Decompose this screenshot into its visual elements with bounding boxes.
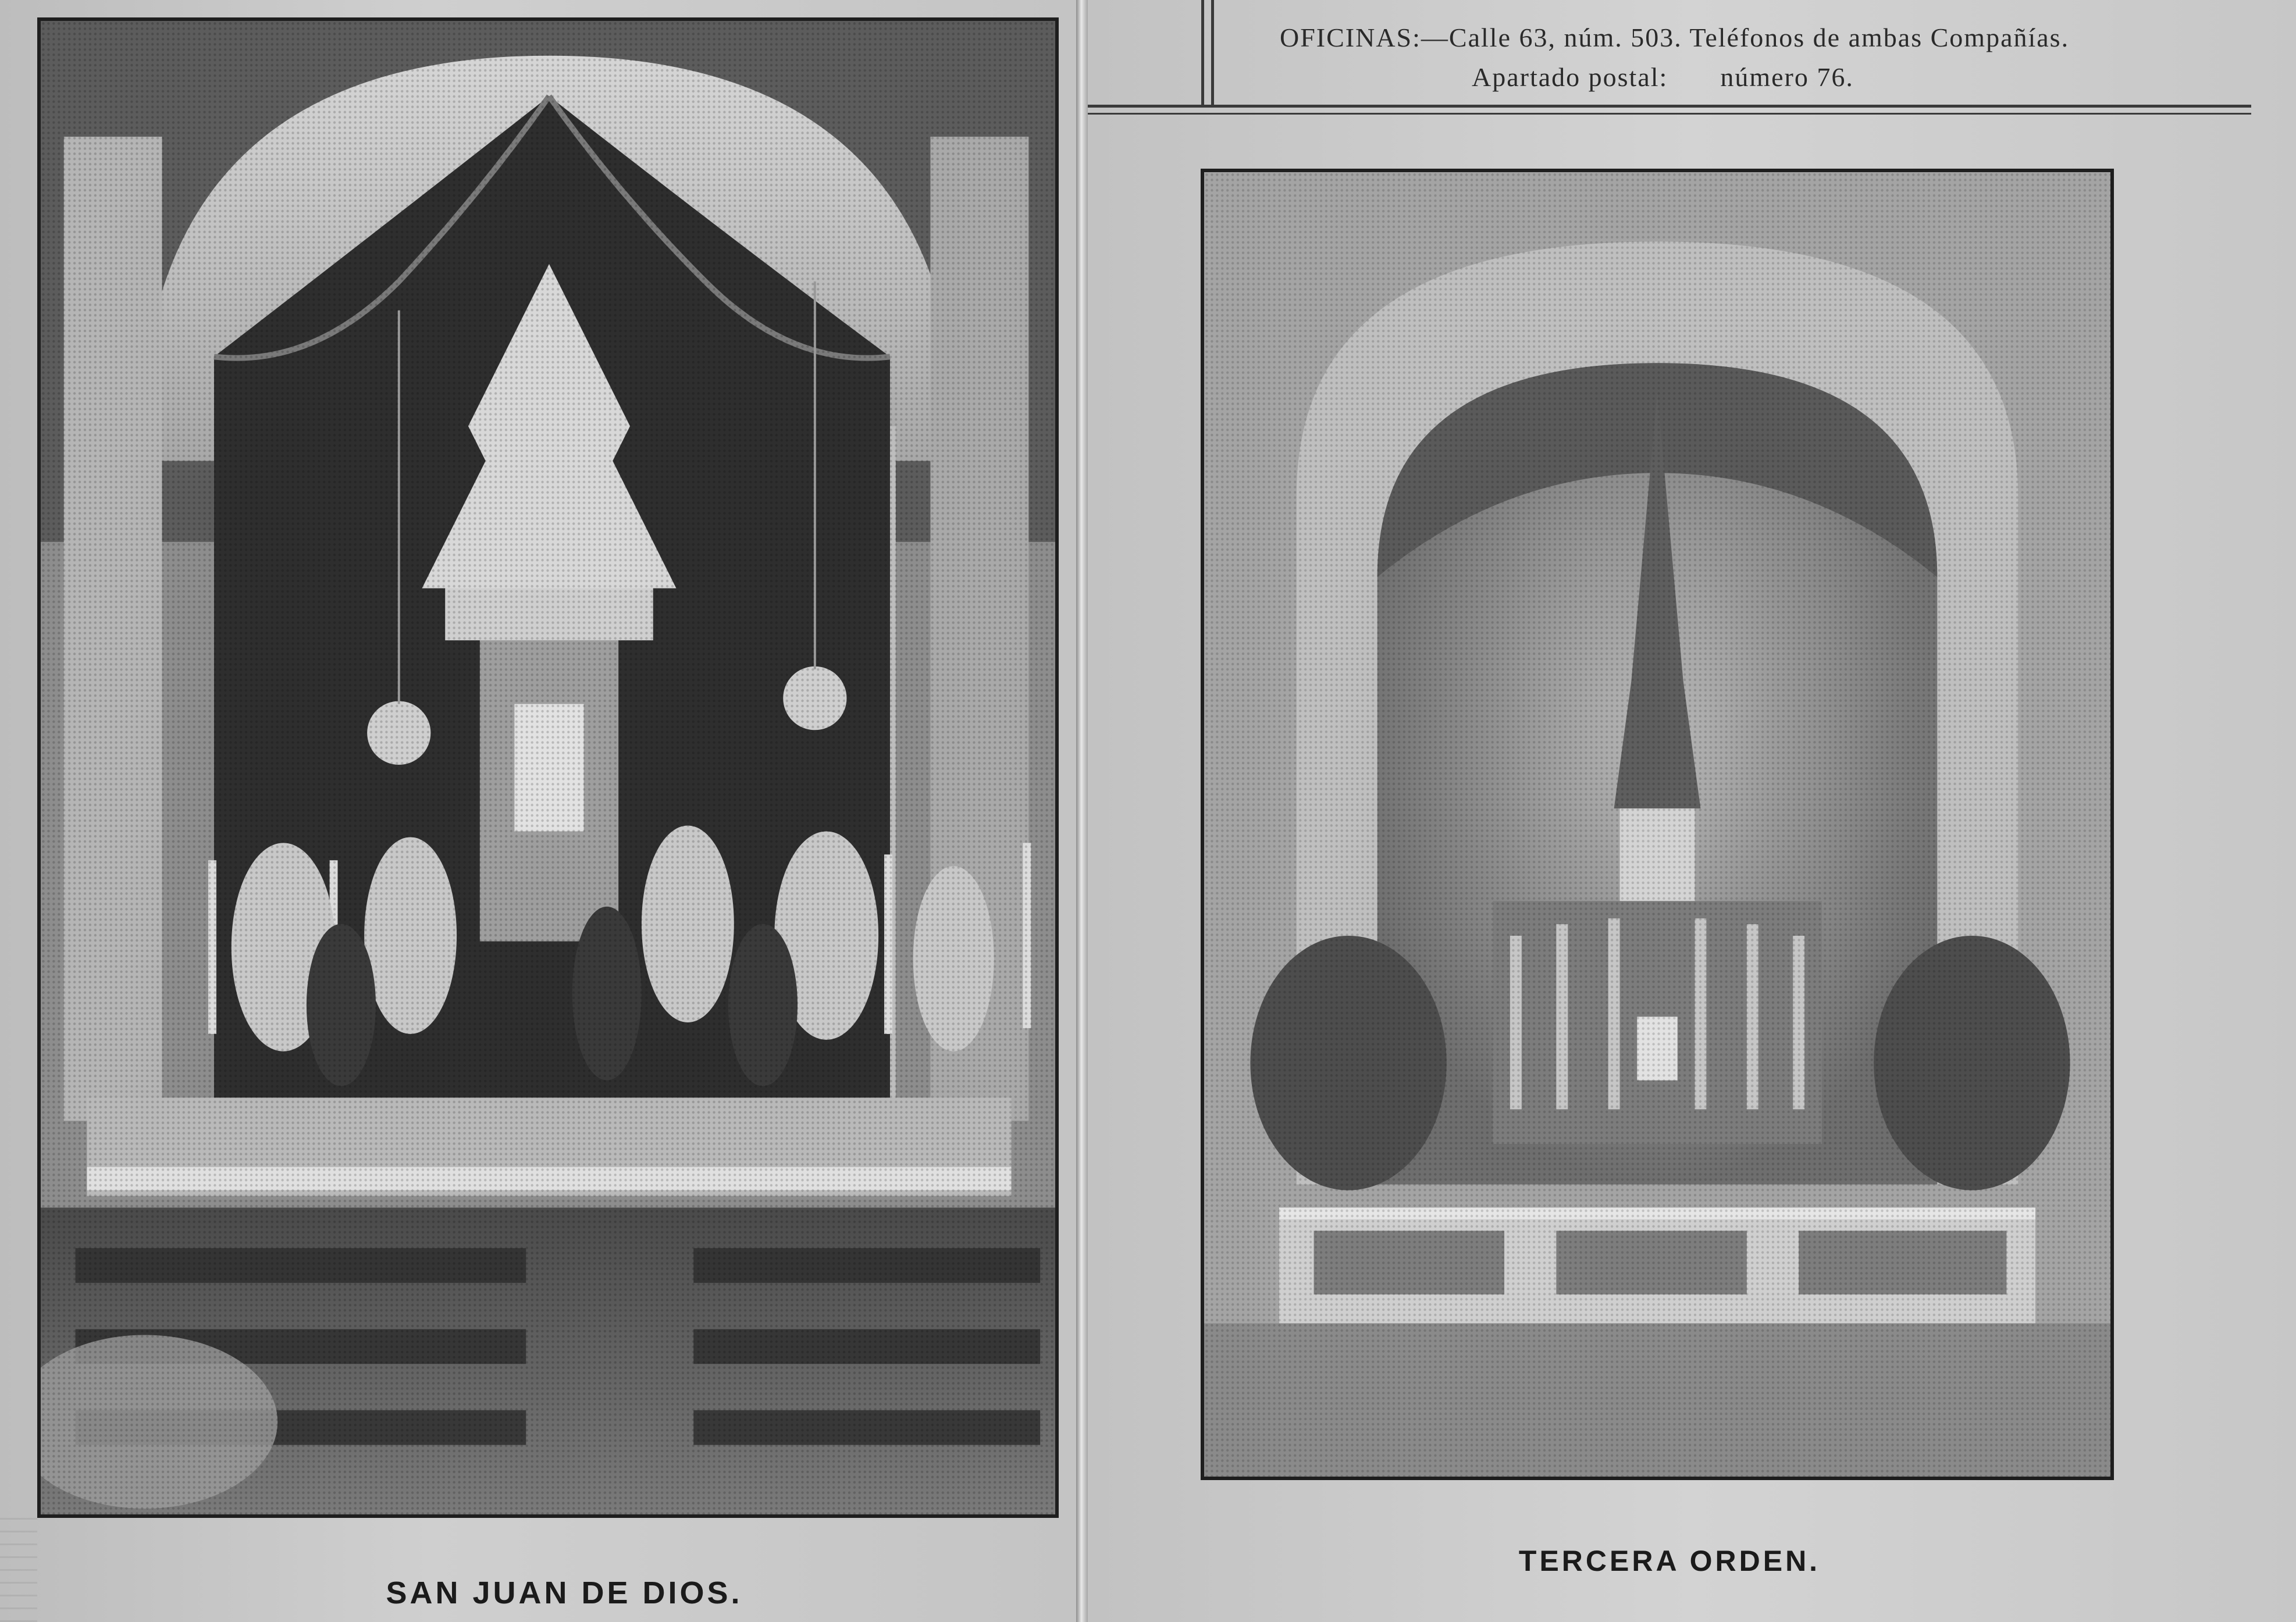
nave-photo-image <box>1204 172 2110 1477</box>
masthead-divider <box>1201 0 1204 105</box>
left-page-edge <box>0 1512 37 1622</box>
postal-box-value: número 76. <box>1720 62 1854 92</box>
postal-box-line <box>1472 62 1854 92</box>
masthead <box>1088 0 2296 119</box>
postal-box-label: Apartado postal: <box>1472 62 1668 92</box>
masthead-rule <box>1088 113 2251 115</box>
photo-caption-tercera-orden: TERCERA ORDEN. <box>1518 1545 1821 1577</box>
page-gutter <box>1076 0 1088 1622</box>
offices-address-line: OFICINAS:—Calle 63, núm. 503. Teléfonos de ambas Compañías. <box>1280 23 2070 52</box>
masthead-rule <box>1088 105 2251 108</box>
church-altar-photo-tercera-orden <box>1201 169 2114 1480</box>
church-altar-photo-san-juan <box>37 17 1059 1518</box>
photo-caption-san-juan: SAN JUAN DE DIOS. <box>386 1575 743 1610</box>
masthead-divider <box>1211 0 1214 105</box>
altar-photo-image <box>41 21 1055 1514</box>
